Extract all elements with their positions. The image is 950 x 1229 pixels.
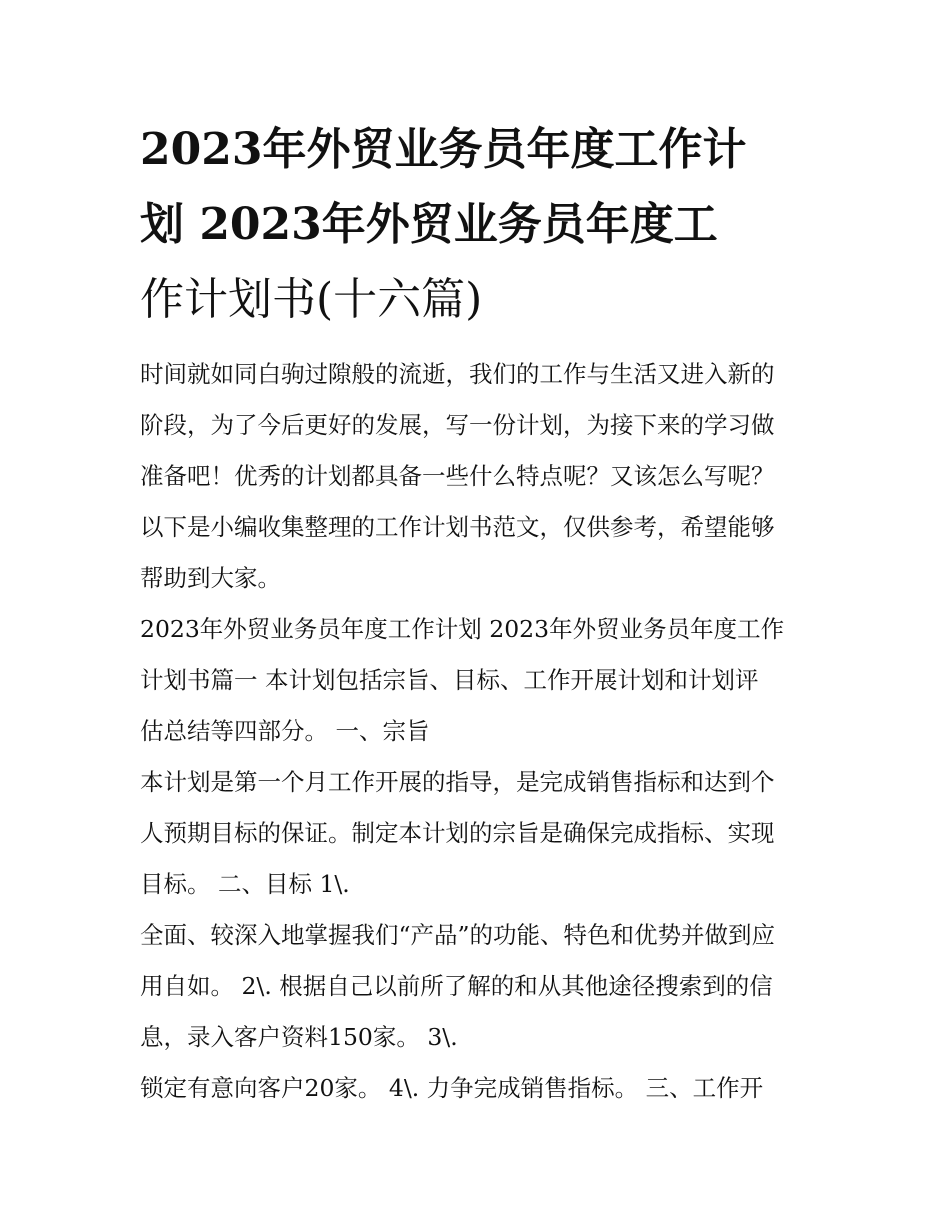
paragraph-line: 锁定有意向客户20家。 4\. 力争完成销售指标。 三、工作开	[140, 1074, 764, 1102]
document-title	[140, 112, 815, 337]
paragraph-line: 帮助到大家。	[140, 564, 281, 592]
paragraph-line: 息，录入客户资料150家。 3\.	[140, 1023, 458, 1051]
paragraph-line: 本计划是第一个月工作开展的指导，是完成销售指标和达到个	[140, 768, 775, 796]
intro-paragraph	[140, 349, 815, 604]
paragraph-line: 计划书篇一 本计划包括宗旨、目标、工作开展计划和计划评	[140, 666, 759, 694]
paragraph-line: 准备吧！优秀的计划都具备一些什么特点呢？又该怎么写呢？	[140, 462, 775, 490]
title-line-2: 划 2023年外贸业务员年度工	[140, 199, 718, 250]
paragraph-line: 用自如。 2\. 根据自己以前所了解的和从其他途径搜索到的信	[140, 972, 773, 1000]
paragraph-line: 以下是小编收集整理的工作计划书范文，仅供参考，希望能够	[140, 513, 775, 541]
targets-paragraph	[140, 1063, 815, 1114]
document-page	[140, 112, 815, 1114]
paragraph-line: 估总结等四部分。 一、宗旨	[140, 717, 430, 745]
goals-paragraph	[140, 910, 815, 1063]
paragraph-line: 时间就如同白驹过隙般的流逝，我们的工作与生活又进入新的	[140, 360, 775, 388]
purpose-paragraph	[140, 757, 815, 910]
paragraph-line: 2023年外贸业务员年度工作计划 2023年外贸业务员年度工作	[140, 615, 785, 643]
paragraph-line: 人预期目标的保证。制定本计划的宗旨是确保完成指标、实现	[140, 819, 775, 847]
paragraph-line: 阶段，为了今后更好的发展，写一份计划，为接下来的学习做	[140, 411, 775, 439]
title-line-1: 2023年外贸业务员年度工作计	[140, 124, 747, 175]
paragraph-line: 全面、较深入地掌握我们“产品”的功能、特色和优势并做到应	[140, 921, 776, 949]
title-line-3: 作计划书(十六篇)	[140, 274, 483, 325]
paragraph-line: 目标。 二、目标 1\.	[140, 870, 350, 898]
section-intro-paragraph	[140, 604, 815, 757]
